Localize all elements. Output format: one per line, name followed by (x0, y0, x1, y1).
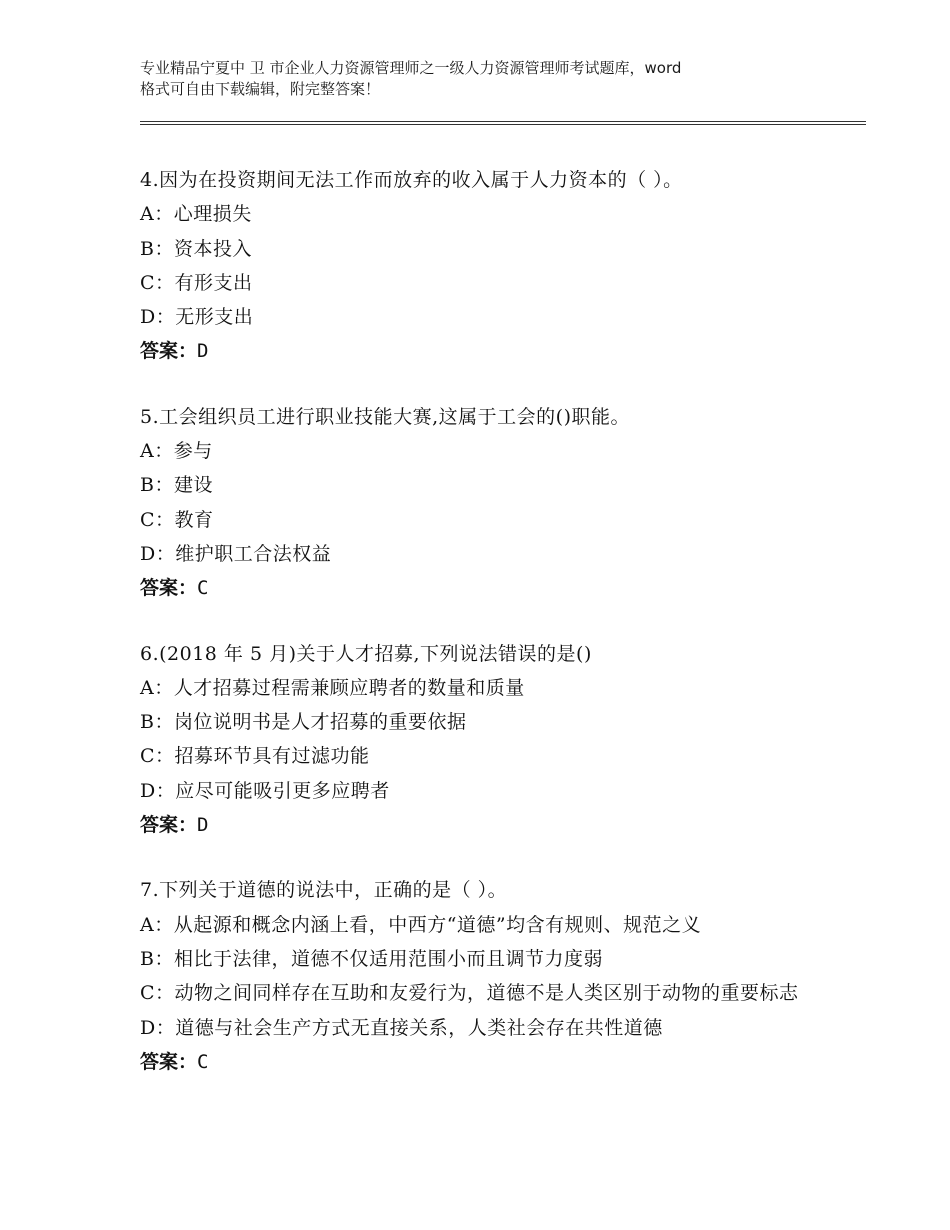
answer-value: C (197, 1050, 209, 1073)
question-stem: 4.因为在投资期间无法工作而放弃的收入属于人力资本的（ ）。 (140, 169, 683, 191)
option-c: C：动物之间同样存在互助和友爱行为，道德不是人类区别于动物的重要标志 (140, 982, 799, 1005)
answer-line (140, 1045, 840, 1079)
question-stem: 7.下列关于道德的说法中，正确的是（ ）。 (140, 879, 508, 902)
option-b: B：相比于法律，道德不仅适用范围小而且调节力度弱 (140, 947, 603, 970)
answer-value: D (197, 814, 209, 837)
answer-label: 答案： (140, 814, 198, 837)
question-list (140, 163, 840, 1110)
option-d: D：应尽可能吸引更多应聘者 (140, 779, 390, 802)
header-divider-bottom (140, 124, 866, 125)
question-5 (140, 400, 840, 606)
header-divider-top (140, 121, 866, 122)
option-c: C：招募环节具有过滤功能 (140, 745, 370, 768)
question-stem: 6.(2018 年 5 月)关于人才招募,下列说法错误的是() (140, 642, 592, 665)
answer-label: 答案： (140, 1050, 198, 1073)
option-b: B：岗位说明书是人才招募的重要依据 (140, 711, 467, 734)
option-a: A：心理损失 (140, 203, 252, 226)
option-a: A：人才招募过程需兼顾应聘者的数量和质量 (140, 676, 525, 699)
option-a: A：从起源和概念内涵上看，中西方“道德”均含有规则、规范之义 (140, 913, 702, 936)
header-line-1: 专业精品宁夏中 卫 市企业人力资源管理师之一级人力资源管理师考试题库，word (140, 59, 682, 77)
question-7 (140, 873, 840, 1079)
question-4 (140, 163, 840, 369)
option-b: B：建设 (140, 474, 213, 497)
option-d: D：维护职工合法权益 (140, 542, 332, 565)
option-d: D：道德与社会生产方式无直接关系，人类社会存在共性道德 (140, 1016, 663, 1039)
header-line-2: 格式可自由下载编辑，附完整答案！ (140, 80, 381, 98)
option-b: B：资本投入 (140, 237, 252, 260)
answer-line (140, 334, 840, 368)
option-c: C：教育 (140, 508, 214, 531)
answer-line (140, 571, 840, 605)
answer-line (140, 808, 840, 842)
question-6 (140, 637, 840, 843)
answer-value: D (197, 340, 209, 363)
answer-value: C (197, 577, 209, 600)
option-c: C：有形支出 (140, 271, 253, 294)
option-d: D：无形支出 (140, 306, 254, 329)
option-a: A：参与 (140, 440, 213, 463)
answer-label: 答案： (140, 577, 198, 600)
document-header (140, 58, 840, 100)
answer-label: 答案： (140, 340, 198, 363)
question-stem: 5.工会组织员工进行职业技能大赛,这属于工会的()职能。 (140, 405, 630, 428)
